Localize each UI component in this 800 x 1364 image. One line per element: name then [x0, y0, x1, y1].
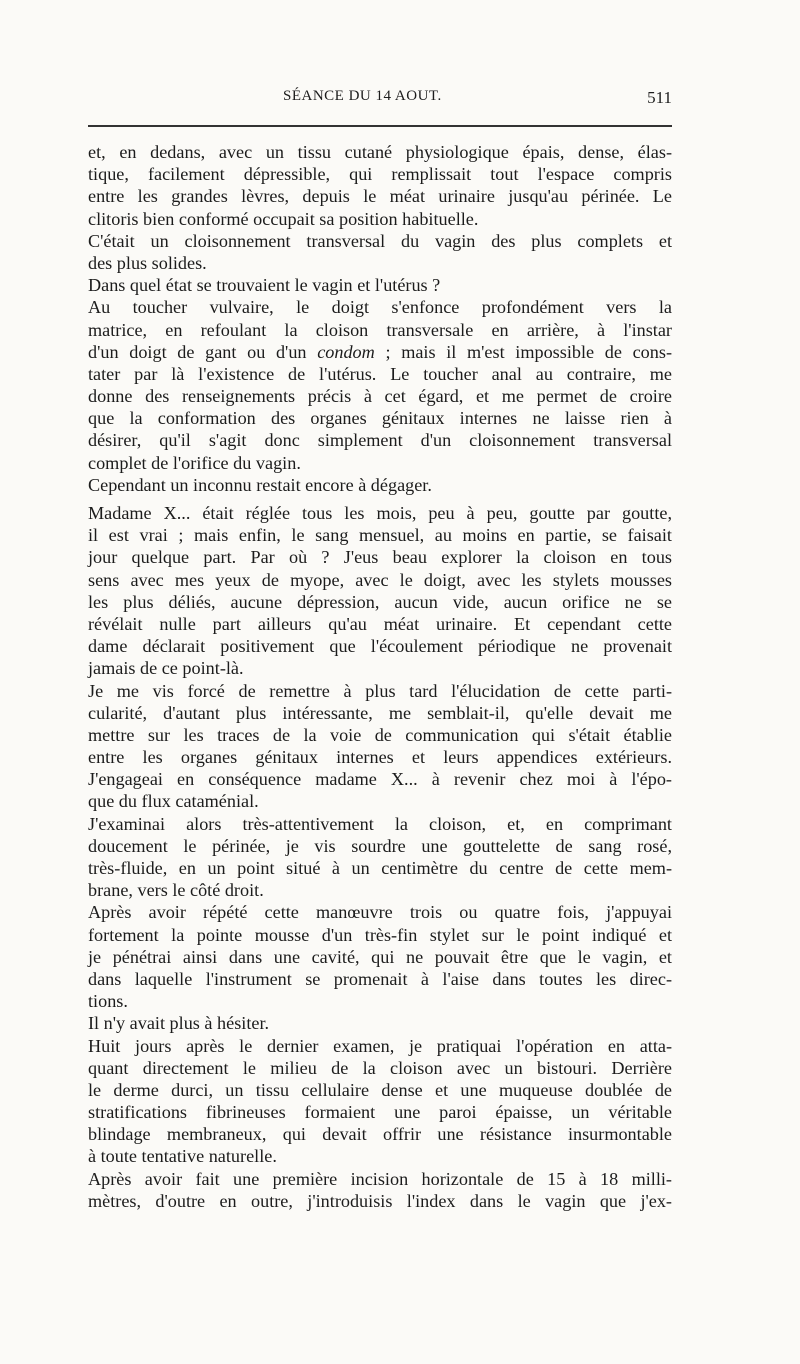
text-line: J'engageai en conséquence madame X... à revenir chez moi à l'épo- — [88, 769, 672, 790]
text-line: désirer, qu'il s'agit donc simplement d'un cloisonnement transversal — [88, 430, 672, 451]
text-line: fortement la pointe mousse d'un très-fin stylet sur le point indiqué et — [88, 924, 672, 945]
text-line: Il n'y avait plus à hésiter. — [88, 1013, 270, 1034]
text-line: sens avec mes yeux de myope, avec le doigt, avec les stylets mousses — [88, 569, 672, 590]
text-line: à toute tentative naturelle. — [88, 1146, 277, 1167]
page-number: 511 — [647, 88, 672, 107]
text-line: Après avoir fait une première incision horizontale de 15 à 18 milli- — [88, 1168, 672, 1189]
text-line: que du flux cataménial. — [88, 791, 259, 812]
text-line: et, en dedans, avec un tissu cutané physiologique épais, dense, élas- — [88, 142, 672, 162]
text-line: Cependant un inconnu restait encore à dégager. — [88, 474, 432, 495]
text-line: les plus déliés, aucune dépression, aucun vide, aucun orifice ne se — [88, 591, 672, 612]
text-line: blindage membraneux, qui devait offrir une résistance insurmontable — [88, 1124, 672, 1145]
text-line: quant directement le milieu de la cloison avec un bistouri. Derrière — [88, 1057, 672, 1078]
text-line: il est vrai ; mais enfin, le sang mensuel, au moins en partie, se faisait — [88, 525, 672, 546]
text-line: clitoris bien conformé occupait sa position habituelle. — [88, 208, 479, 229]
text-line: dans laquelle l'instrument se promenait à l'aise dans toutes les direc- — [88, 968, 672, 989]
text-line: Au toucher vulvaire, le doigt s'enfonce profondément vers la — [88, 297, 672, 318]
text-line: entre les grandes lèvres, depuis le méat urinaire jusqu'au périnée. Le — [88, 186, 672, 207]
text-line: matrice, en refoulant la cloison transversale en arrière, à l'instar — [88, 319, 672, 340]
text-line: J'examinai alors très-attentivement la cloison, et, en comprimant — [88, 813, 672, 834]
text-line: complet de l'orifice du vagin. — [88, 452, 301, 473]
text-line: jour quelque part. Par où ? J'eus beau explorer la cloison en tous — [88, 547, 672, 568]
running-header-title: SÉANCE DU 14 AOUT. — [283, 88, 442, 104]
text-line: doucement le périnée, je vis sourdre une gouttelette de sang rosé, — [88, 835, 672, 856]
text-line: tater par là l'existence de l'utérus. Le toucher anal au contraire, me — [88, 363, 672, 384]
text-line: le derme durci, un tissu cellulaire dense et une muqueuse doublée de — [88, 1079, 672, 1100]
text-line: des plus solides. — [88, 252, 207, 273]
text-line: je pénétrai ainsi dans une cavité, qui ne pouvait être que le vagin, et — [88, 946, 672, 967]
text-line: tique, facilement dépressible, qui remplissait tout l'espace compris — [88, 164, 672, 185]
text-line: révélait nulle part ailleurs qu'au méat urinaire. Et cependant cette — [88, 613, 672, 634]
text-line: Je me vis forcé de remettre à plus tard l'élucidation de cette parti- — [88, 680, 672, 701]
text-line: donne des renseignements précis à cet égard, et me permet de croire — [88, 386, 672, 407]
page-header — [88, 88, 672, 114]
text-line: d'un doigt de gant ou d'un condom ; mais il m'est impossible de cons- — [88, 341, 673, 362]
text-line: entre les organes génitaux internes et leurs appendices extérieurs. — [88, 747, 672, 768]
text-line: Après avoir répété cette manœuvre trois ou quatre fois, j'appuyai — [88, 902, 672, 923]
text-line: très-fluide, en un point situé à un centimètre du centre de cette mem- — [88, 858, 672, 878]
text-line: mètres, d'outre en outre, j'introduisis l'index dans le vagin que j'ex- — [88, 1190, 672, 1211]
text-line: Madame X... était réglée tous les mois, peu à peu, goutte par goutte, — [88, 503, 672, 523]
text-line: tions. — [88, 991, 128, 1012]
text-line: C'était un cloisonnement transversal du vagin des plus complets et — [88, 230, 672, 251]
text-line: cularité, d'autant plus intéressante, me semblait-il, qu'elle devait me — [88, 702, 672, 723]
text-line: que la conformation des organes génitaux internes ne laisse rien à — [88, 408, 672, 429]
text-line: dame déclarait positivement que l'écoulement périodique ne provenait — [88, 636, 672, 657]
header-rule — [88, 125, 672, 127]
text-line: stratifications fibrineuses formaient une paroi épaisse, un véritable — [88, 1102, 672, 1123]
text-line: jamais de ce point-là. — [88, 658, 244, 679]
text-line: mettre sur les traces de la voie de communication qui s'était établie — [88, 724, 672, 745]
text-line: Dans quel état se trouvaient le vagin et l'utérus ? — [88, 275, 441, 296]
body-text — [88, 141, 672, 1212]
text-line: brane, vers le côté droit. — [88, 880, 264, 901]
text-line: Huit jours après le dernier examen, je pratiquai l'opération en atta- — [88, 1035, 672, 1056]
